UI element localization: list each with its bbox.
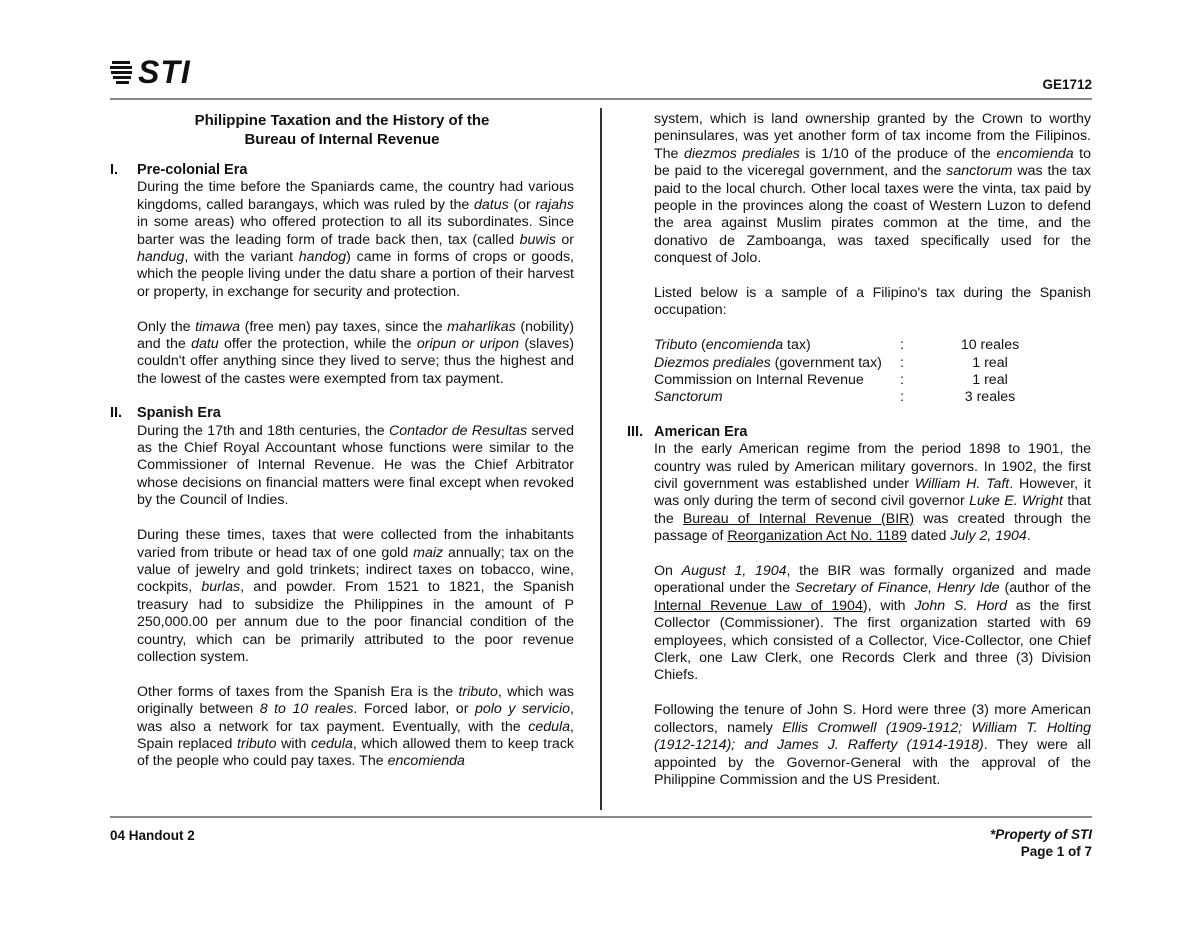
spanish-paragraph-1: During the 17th and 18th centuries, the Contador de Resultas served as the Chief Royal Accountant whose functions were similar to the Commissioner of Internal Revenue. He was the Chief Arbitrator whose decisions on financial matters were final except when revoked by the Council of Indies. [137,422,574,509]
logo-text: STI [138,53,191,90]
section-heading-spanish [110,405,574,422]
section-number: III. [627,423,644,440]
property-label: *Property of STI [989,827,1092,842]
column-divider [600,108,602,810]
section-title: Pre-colonial Era [137,162,248,178]
section-number: II. [110,405,123,422]
section-number: I. [110,162,119,178]
tax-list-intro: Listed below is a sample of a Filipino's tax during the Spanish occupation: [654,285,1091,319]
spanish-paragraph-2: During these times, taxes that were collected from the inhabitants varied from tribute or head tax of one gold maiz annually; tax on the value of jewelry and gold trinkets; indirect taxes on tobacco, wine, cockpits, burlas, and powder. From 1521 to 1821, the Spanish treasury had to subsidize the Philippines in the amount of P 250,000.00 per annum due to the poor financial condition of the country, which can be primarily attributed to the poor revenue collection system. [137,527,575,665]
pre-colonial-paragraph-1: During the time before the Spaniards came, the country had various kingdoms, called barangays, which was ruled by the datus (or rajahs in some areas) who offered protection to all its subordinates. Since barter was the leading form of trade back then, tax (called buwis or handug, with the variant handog) came in forms of crops or goods, which the people living under the datu share a portion of their harvest or property, in exchange for security and protection. [137,179,575,300]
american-body [654,441,1091,789]
american-paragraph-3: Following the tenure of John S. Hord were three (3) more American collectors, namely Ellis Cromwell (1909-1912; William T. Holting (1912-1214); and James J. Rafferty (1914-1918). They were all appointed by the Governor-General with the approval of the Philippine Commission and the US President. [654,702,1092,788]
sti-globe-icon [110,57,140,87]
title-line-2: Bureau of Internal Revenue [244,131,440,148]
handout-label: 04 Handout 2 [110,828,195,843]
course-code: GE1712 [1042,77,1092,92]
right-column [627,111,1091,789]
tax-row: Sanctorum : 3 reales [654,389,1016,406]
spanish-paragraph-3: Other forms of taxes from the Spanish Era is the tributo, which was originally between 8 to 10 reales. Forced labor, or polo y servicio, was also a network for tax payment. Eventually, with the cedula, Spain replaced tributo with cedula, which allowed them to keep track of the people who could pay taxes. The encomienda [137,683,575,770]
footer-rule [110,816,1092,818]
american-paragraph-2: On August 1, 1904, the BIR was formally organized and made operational under the Secretary of Finance, Henry Ide (author of the Internal Revenue Law of 1904), with John S. Hord as the first Collector (Commissioner). The first organization started with 69 employees, which consisted of a Collector, Vice-Collector, one Chief Clerk, one Law Clerk, one Records Clerk and three (3) Division Chiefs. [654,563,1092,684]
page-title [110,111,574,149]
spanish-paragraph-continued: system, which is land ownership granted by the Crown to worthy peninsulares, was yet another form of tax income from the Filipinos. The diezmos prediales is 1/10 of the produce of the encomienda to be paid to the viceregal government, and the sanctorum was the tax paid to the local church. Other local taxes were the vinta, tax paid by people in the provinces along the coast of Western Luzon to defend the area against Muslim pirates common at the time, and the donativo de Zamboanga, was taxed specifically used for the conquest of Jolo. [654,111,1091,267]
tax-row: Diezmos prediales (government tax) : 1 real [654,354,1008,371]
american-paragraph-1: In the early American regime from the period 1898 to 1901, the country was ruled by American military governors. In 1902, the first civil government was established under William H. Taft. However, it was only during the term of second civil governor Luke E. Wright that the Bureau of Internal Revenue (BIR) was created through the passage of Reorganization Act No. 1189 dated July 2, 1904. [654,441,1092,545]
pre-colonial-body [137,179,574,388]
header-rule [110,98,1092,100]
page-number: Page 1 of 7 [1020,844,1092,859]
footer-right [990,826,1092,860]
spanish-body [137,423,574,771]
tax-row: Tributo (encomienda tax) : 10 reales [654,337,1020,354]
section-heading-american [627,424,1091,441]
left-column [110,111,574,771]
spanish-continued [654,111,1091,407]
sti-logo [110,55,191,89]
section-title: American Era [654,423,748,440]
tax-row: Commission on Internal Revenue : 1 real [654,372,1008,389]
pre-colonial-paragraph-2: Only the timawa (free men) pay taxes, since the maharlikas (nobility) and the datu offer the protection, while the oripun or uripon (slaves) couldn't offer anything since they lived to serve; thus the highest and the lowest of the castes were exempted from tax payment. [137,318,574,387]
title-line-1: Philippine Taxation and the History of the [194,112,490,129]
section-title: Spanish Era [137,405,221,422]
tax-table [654,337,1091,407]
section-heading-pre-colonial [110,162,574,179]
